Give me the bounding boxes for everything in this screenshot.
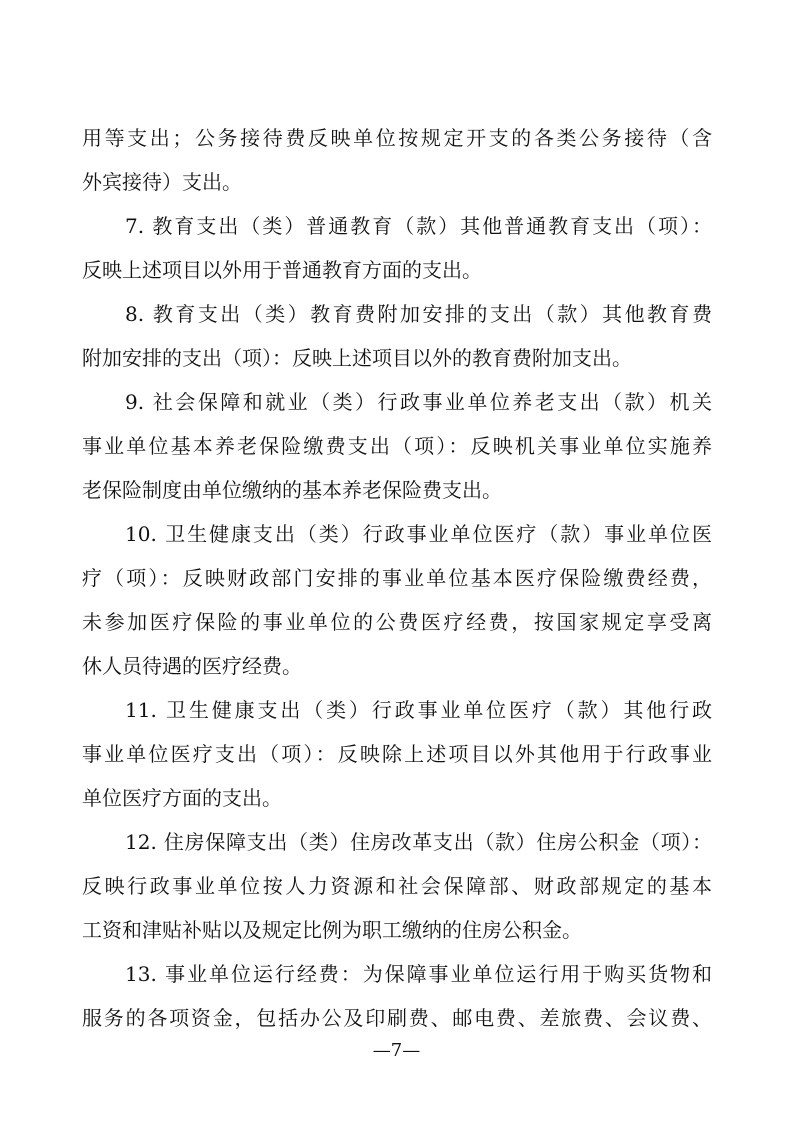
paragraph-line: 12. 住房保障支出（类）住房改革支出（款）住房公积金（项）： [125,830,712,854]
paragraph-line: 单位医疗方面的支出。 [82,786,282,810]
paragraph-line: 工资和津贴补贴以及规定比例为职工缴纳的住房公积金。 [82,918,582,942]
paragraph-line: 11. 卫生健康支出（类）行政事业单位医疗（款）其他行政 [125,698,712,722]
paragraph-line: 10. 卫生健康支出（类）行政事业单位医疗（款）事业单位医 [125,522,712,546]
paragraph-line: 反映行政事业单位按人力资源和社会保障部、财政部规定的基本 [82,874,712,898]
paragraph-line: 外宾接待）支出。 [82,170,242,194]
paragraph-line: 老保险制度由单位缴纳的基本养老保险费支出。 [82,478,502,502]
page-number: —7— [372,1040,421,1061]
paragraph-line: 疗（项）：反映财政部门安排的事业单位基本医疗保险缴费经费， [82,566,712,590]
paragraph-line: 服务的各项资金，包括办公及印刷费、邮电费、差旅费、会议费、 [82,1006,712,1030]
paragraph-line: 反映上述项目以外用于普通教育方面的支出。 [82,258,482,282]
paragraph-line: 7. 教育支出（类）普通教育（款）其他普通教育支出（项）： [125,214,712,238]
paragraph-line: 13. 事业单位运行经费：为保障事业单位运行用于购买货物和 [125,962,712,986]
paragraph-line: 附加安排的支出（项）：反映上述项目以外的教育费附加支出。 [82,346,632,370]
paragraph-line: 事业单位基本养老保险缴费支出（项）：反映机关事业单位实施养 [82,434,712,458]
paragraph-line: 用等支出；公务接待费反映单位按规定开支的各类公务接待（含 [82,126,712,150]
paragraph-line: 休人员待遇的医疗经费。 [82,654,302,678]
paragraph-line: 未参加医疗保险的事业单位的公费医疗经费，按国家规定享受离 [82,610,712,634]
paragraph-line: 9. 社会保障和就业（类）行政事业单位养老支出（款）机关 [125,390,712,414]
paragraph-line: 事业单位医疗支出（项）：反映除上述项目以外其他用于行政事业 [82,742,712,766]
paragraph-line: 8. 教育支出（类）教育费附加安排的支出（款）其他教育费 [125,302,712,326]
